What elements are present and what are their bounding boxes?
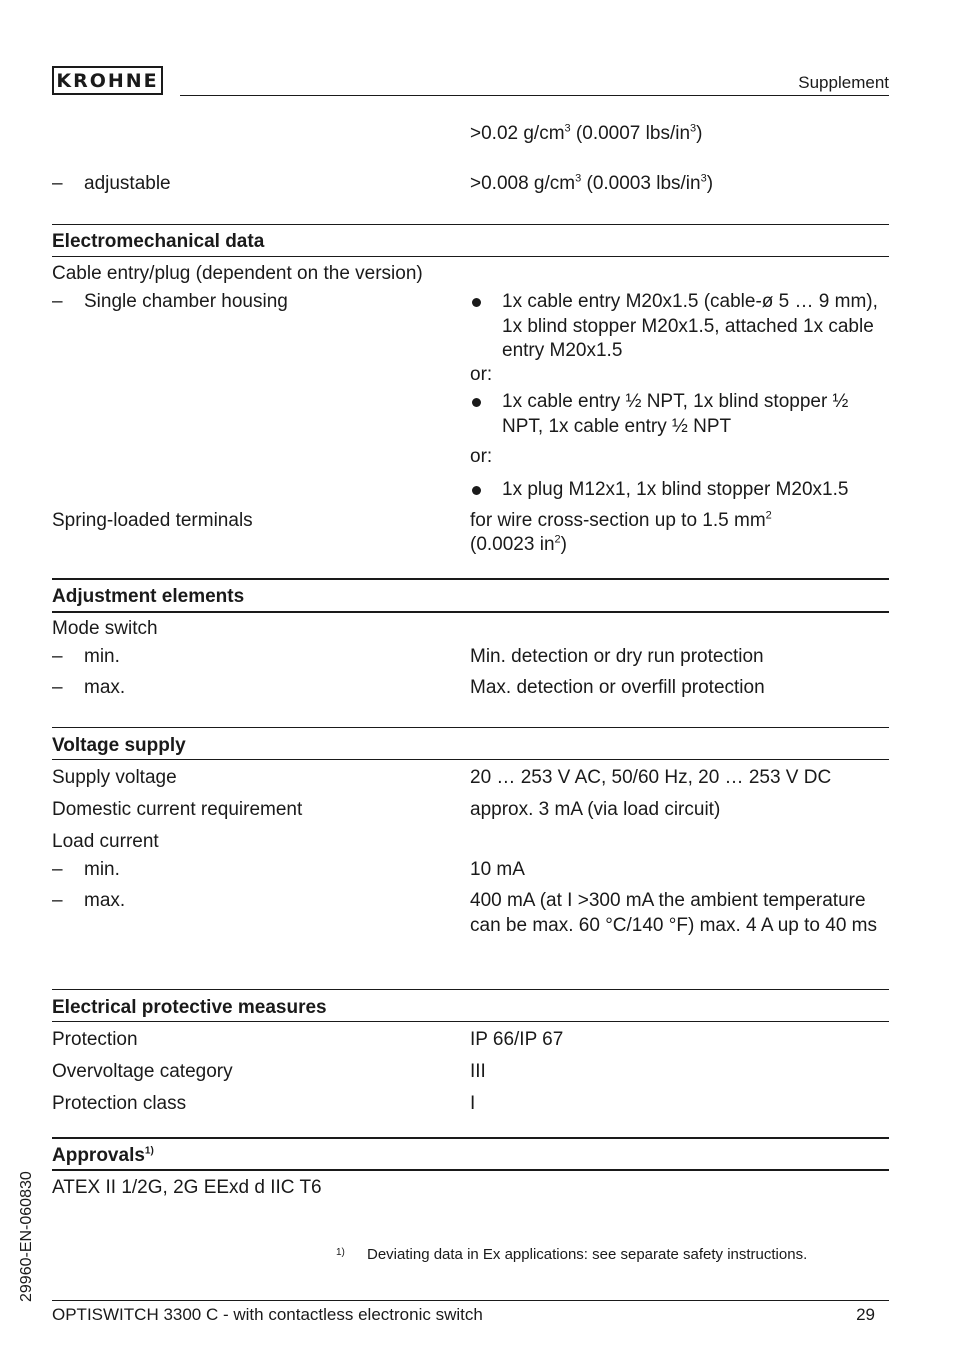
- protection-class-label: Protection class: [52, 1093, 187, 1114]
- page-number: 29: [856, 1305, 875, 1324]
- overvoltage-label: Overvoltage category: [52, 1061, 233, 1082]
- bullet-icon: [472, 298, 481, 307]
- supply-voltage-value: 20 … 253 V AC, 50/60 Hz, 20 … 253 V DC: [470, 767, 832, 788]
- domestic-current-label: Domestic current requirement: [52, 799, 303, 820]
- atex-approval: ATEX II 1/2G, 2G EExd d IIC T6: [52, 1177, 322, 1198]
- mode-min-value: Min. detection or dry run protection: [470, 646, 764, 667]
- footnote-mark: 1): [336, 1247, 345, 1258]
- section-title-electrical: Electrical protective measures: [52, 997, 327, 1018]
- bullet-item: 1x plug M12x1, 1x blind stopper M20x1.5: [470, 478, 890, 503]
- mode-switch-label: Mode switch: [52, 618, 158, 639]
- adjustable-row: – adjustable: [52, 173, 171, 194]
- section-rule: [52, 578, 889, 580]
- protection-label: Protection: [52, 1029, 138, 1050]
- density-value-1: >0.02 $g/cm^3$ (0.0007 lbs/$in^3$): [470, 122, 703, 144]
- section-rule: [52, 989, 889, 990]
- header-section-label: Supplement: [798, 73, 889, 92]
- bullet-icon: [472, 398, 481, 407]
- mode-max-row: – max.: [52, 677, 126, 698]
- domestic-current-value: approx. 3 mA (via load circuit): [470, 799, 721, 820]
- section-title-adjustment: Adjustment elements: [52, 586, 245, 607]
- density-value-2: >0.008 $g/cm^3$ (0.0003 lbs/$in^3$): [470, 172, 714, 194]
- section-rule: [52, 759, 889, 760]
- section-title-voltage: Voltage supply: [52, 735, 186, 756]
- bullet-item: 1x cable entry M20x1.5 (cable-ø 5 … 9 mm), 1x blind stopper M20x1.5, attached 1x cable entry M20x1.5: [470, 290, 890, 364]
- load-current-label: Load current: [52, 831, 159, 852]
- or-separator: or:: [470, 446, 493, 467]
- section-rule: [52, 727, 889, 728]
- load-max-row: – max.: [52, 890, 126, 911]
- section-rule: [52, 1137, 889, 1139]
- mode-max-value: Max. detection or overfill protection: [470, 677, 765, 698]
- section-rule: [52, 256, 889, 257]
- protection-value: IP 66/IP 67: [470, 1029, 564, 1050]
- overvoltage-value: III: [470, 1061, 486, 1082]
- load-min-value: 10 mA: [470, 859, 525, 880]
- section-rule: [52, 1169, 889, 1171]
- mode-min-row: – min.: [52, 646, 120, 667]
- krohne-logo: KROHNE: [52, 66, 163, 95]
- load-min-row: – min.: [52, 859, 120, 880]
- section-title-approvals: Approvals$^{1)}$: [52, 1145, 154, 1166]
- section-rule: [52, 611, 889, 613]
- footnote-text: Deviating data in Ex applications: see separate safety instructions.: [367, 1246, 808, 1263]
- spring-terminals-value: for wire cross-section up to 1.5 $mm^2$ (0.0023 $in^2$): [470, 509, 772, 555]
- load-max-value: 400 mA (at I >300 mA the ambient temperature can be max. 60 °C/140 °F) max. 4 A up to 40 ms: [470, 890, 878, 936]
- cable-entry-label: Cable entry/plug (dependent on the version): [52, 263, 423, 284]
- section-rule: [52, 224, 889, 225]
- or-separator: or:: [470, 364, 493, 385]
- section-title-electromechanical: Electromechanical data: [52, 231, 265, 252]
- header-rule: [180, 95, 889, 96]
- bullet-icon: [472, 486, 481, 495]
- single-chamber-row: – Single chamber housing: [52, 291, 288, 312]
- document-id: 29960-EN-060830: [18, 1171, 35, 1302]
- footer-title: OPTISWITCH 3300 C - with contactless electronic switch: [52, 1305, 483, 1324]
- footer-rule: [52, 1300, 889, 1301]
- supply-voltage-label: Supply voltage: [52, 767, 177, 788]
- section-rule: [52, 1021, 889, 1022]
- protection-class-value: I: [470, 1093, 476, 1114]
- spring-terminals-label: Spring-loaded terminals: [52, 510, 253, 531]
- bullet-item: 1x cable entry ½ NPT, 1x blind stopper ½ NPT, 1x cable entry ½ NPT: [470, 390, 890, 439]
